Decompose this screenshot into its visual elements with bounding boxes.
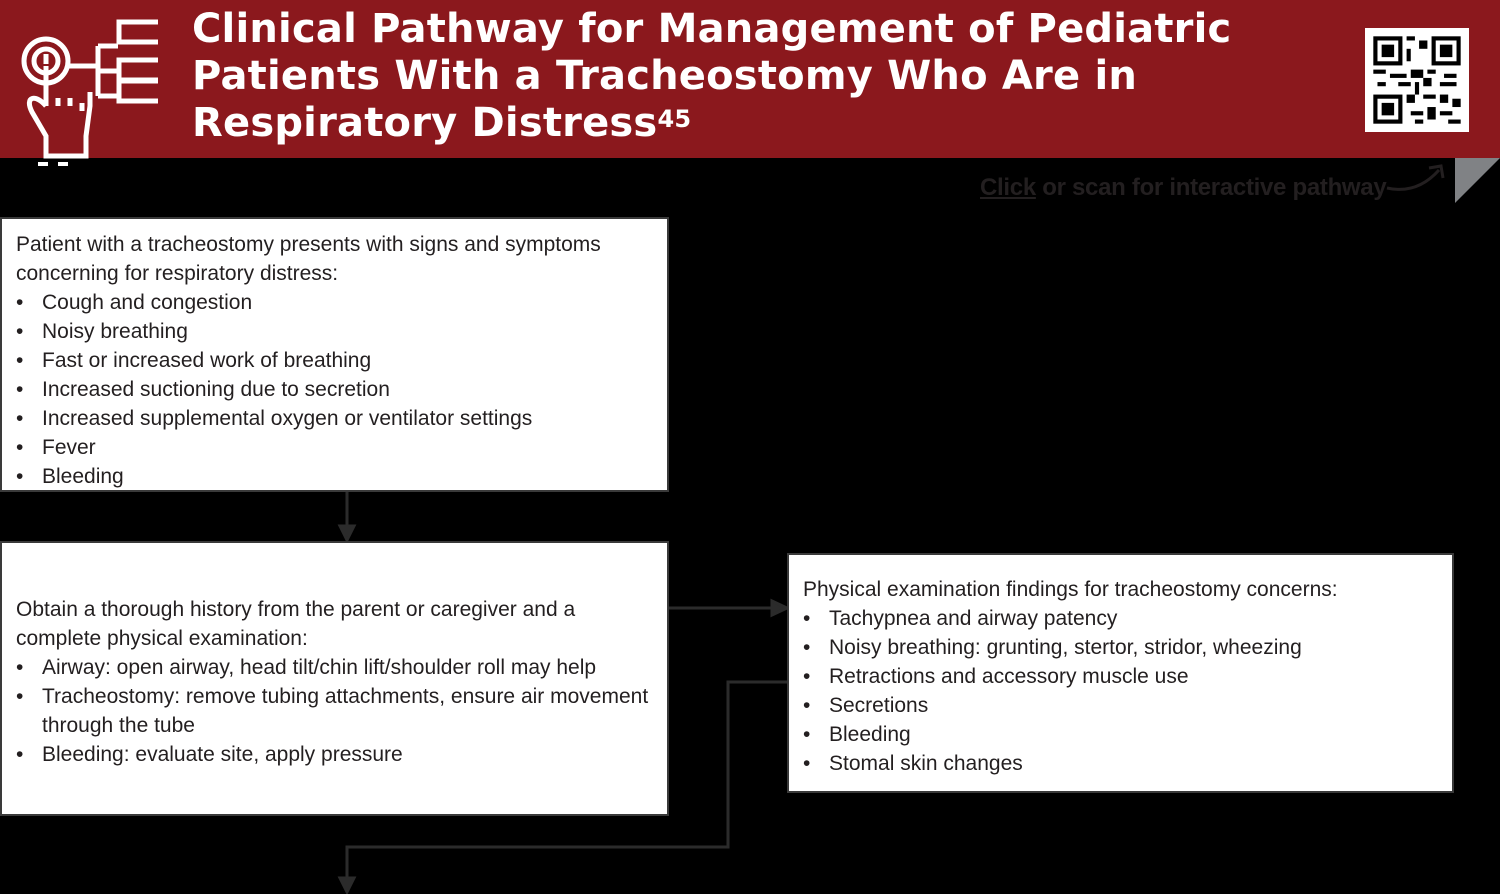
list-item: • Tachypnea and airway patency [803,604,1438,633]
list-item: • Bleeding [16,462,653,491]
history-list [16,653,653,769]
list-item: • Fever [16,433,653,462]
list-item: • Increased supplemental oxygen or ventilator settings [16,404,653,433]
title-line: Patients With a Tracheostomy Who Are in [192,53,1138,99]
list-item: • Retractions and accessory muscle use [803,662,1438,691]
box-intro: Physical examination findings for tracheostomy concerns: [803,578,1338,601]
presentation-box [0,217,669,492]
list-item: • Stomal skin changes [803,749,1438,778]
history-exam-box [0,541,669,816]
list-item: • Cough and congestion [16,288,653,317]
list-item: • Secretions [803,691,1438,720]
list-item: • Bleeding: evaluate site, apply pressure [16,740,653,769]
list-item: • Airway: open airway, head tilt/chin lift/shoulder roll may help [16,653,653,682]
title-line: Clinical Pathway for Management of Pediatric [192,6,1232,52]
findings-list [803,604,1438,778]
list-item: • Noisy breathing: grunting, stertor, stridor, wheezing [803,633,1438,662]
box-intro: Patient with a tracheostomy presents with signs and symptoms concerning for respiratory distress: [16,233,601,285]
scan-prompt-text: or scan for interactive pathway [1035,174,1387,201]
click-link[interactable]: Click [980,174,1036,201]
list-item: • Bleeding [803,720,1438,749]
title-line-text: Respiratory Distress [192,100,658,146]
list-item: • Increased suctioning due to secretion [16,375,653,404]
symptom-list [16,288,653,491]
exam-findings-box [787,553,1454,793]
reference-superscript: 45 [657,105,692,133]
box-intro: Obtain a thorough history from the parent or caregiver and a complete physical examination: [16,598,576,650]
list-item: • Fast or increased work of breathing [16,346,653,375]
list-item: • Noisy breathing [16,317,653,346]
list-item: • Tracheostomy: remove tubing attachments, ensure air movement through the tube [16,682,653,740]
